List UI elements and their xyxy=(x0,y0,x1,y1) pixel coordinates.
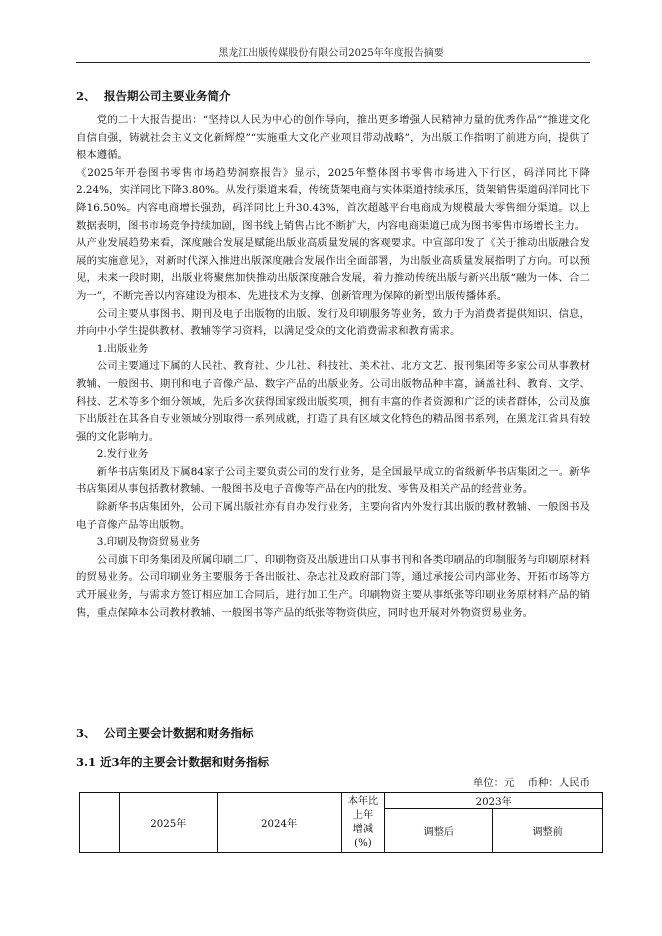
section-2 xyxy=(76,86,590,622)
subheading-printing: 3.印刷及物资贸易业务 xyxy=(96,536,201,549)
section-3-1-heading: 3.1 近3年的主要会计数据和财务指标 xyxy=(76,755,270,769)
paragraph: 除新华书店集团外，公司下属出版社亦有自办发行业务，主要向省内外发行其出版的教材教辅、一般图书及电子音像产品等出版物。 xyxy=(76,501,590,531)
paragraph: 从产业发展趋势来看，深度融合发展是赋能出版业高质量发展的客观要求。中宣部印发了《关于推动出版融合发展的实施意见》，对新时代深入推进出版深度融合发展作出全面部署，为出版业高质量发展指明了方向。可以预见，未来一段时期，出版业将聚焦加快推动出版深度融合发展，着力推动传统出版与新兴出版“融为一体、合二为一”，不断完善以内容建设为根本、先进技术为支撑、创新管理为保障的新型出版传播体系。 xyxy=(76,237,590,302)
unit-currency-note xyxy=(473,774,590,789)
header-divider xyxy=(76,62,590,63)
financial-data-table xyxy=(79,792,603,853)
table-corner-cell xyxy=(80,793,120,853)
header-2024: 2024年 xyxy=(217,793,341,853)
section-2-heading: 2、 报告期公司主要业务简介 xyxy=(76,89,231,103)
currency-label: 币种：人民币 xyxy=(527,777,590,789)
header-2025: 2025年 xyxy=(119,793,217,853)
section-3-heading: 3、 公司主要会计数据和财务指标 xyxy=(76,726,254,740)
unit-label: 单位：元 xyxy=(472,777,515,789)
subheading-publishing: 1.出版业务 xyxy=(96,342,149,355)
header-adjusted-after: 调整后 xyxy=(385,809,493,853)
page-header: 黑龙江出版传媒股份有限公司2025年年度报告摘要 xyxy=(218,48,444,59)
paragraph: 党的二十大报告提出：“坚持以人民为中心的创作导向，推出更多增强人民精神力量的优秀作品”“推进文化自信自强，铸就社会主义文化新辉煌”“实施重大文化产业项目带动战略”，为出版工作指明了前进方向，提供了根本遵循。 xyxy=(76,114,590,162)
header-yoy-change: 本年比 上年 增减 (%) xyxy=(341,793,385,853)
paragraph: 公司主要通过下属的人民社、教育社、少儿社、科技社、美术社、北方文艺、报刊集团等多家公司从事教材教辅、一般图书、期刊和电子音像产品、数字产品的出版业务。公司出版物品种丰富，涵盖社科、教育、文学、科技、艺术等多个细分领域，先后多次获得国家级出版奖项，拥有丰富的作者资源和广泛的读者群体，公司及旗下出版社在其各自专业领域分别取得一系列成就，打造了具有区域文化特色的精品图书系列，在黑龙江省具有较强的文化影响力。 xyxy=(76,360,590,443)
header-2023: 2023年 xyxy=(385,793,603,809)
paragraph: 《2025年开卷图书零售市场趋势洞察报告》显示，2025年整体图书零售市场进入下行区，码洋同比下降2.24%，实洋同比下降3.80%。从发行渠道来看，传统货架电商与实体渠道持续承压，货架销售渠道码洋同比下降16.50%。内容电商增长强劲，码洋同比上升30.43%，首次超越平台电商成为规模最大零售细分渠道。以上数据表明，图书市场竞争持续加剧，图书线上销售占比不断扩大，内容电商渠道已成为图书零售市场增长主力。 xyxy=(76,166,590,232)
paragraph: 新华书店集团及下属84家子公司主要负责公司的发行业务，是全国最早成立的省级新华书店集团之一。新华书店集团从事包括教材教辅、一般图书及电子音像等产品在内的批发、零售及相关产品的经营业务。 xyxy=(76,465,590,496)
subheading-distribution: 2.发行业务 xyxy=(96,448,149,461)
paragraph: 公司旗下印务集团及所属印刷二厂、印刷物资及出版进出口从事书刊和各类印刷品的印制服务与印刷原材料的贸易业务。公司印刷业务主要服务于各出版社、杂志社及政府部门等，通过承接公司内部业务、开拓市场等方式开展业务，与需求方签订相应加工合同后，进行加工生产。印刷物资主要从事纸张等印刷业务原材料产品的销售，重点保障本公司教材教辅、一般图书等产品的纸张等物资供应，同时也开展对外物资贸易业务。 xyxy=(76,553,590,619)
paragraph: 公司主要从事图书、期刊及电子出版物的出版、发行及印刷服务等业务，致力于为消费者提供知识、信息，并向中小学生提供教材、教辅等学习资料，以满足受众的文化消费需求和教育需求。 xyxy=(76,307,590,338)
header-adjusted-before: 调整前 xyxy=(493,809,603,853)
